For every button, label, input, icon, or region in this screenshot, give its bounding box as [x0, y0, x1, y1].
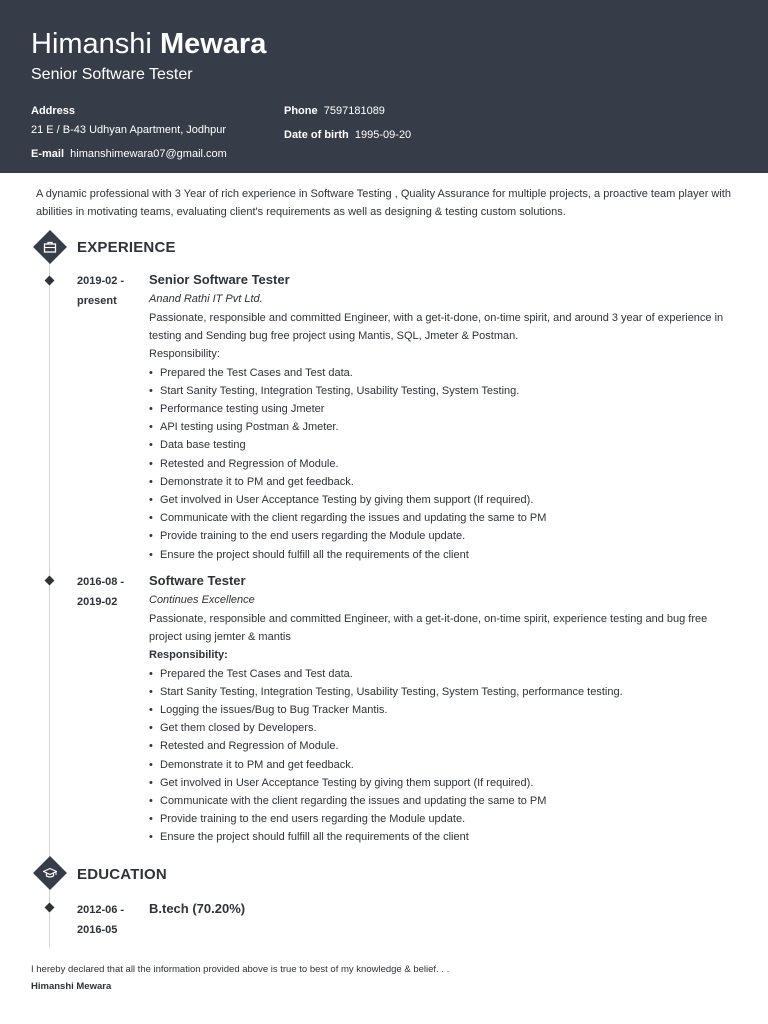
education-date: 2012-06 - 2016-05: [77, 904, 125, 936]
list-item: • Ensure the project should fulfill all the requirements of the client: [149, 546, 739, 564]
job-title: Senior Software Tester: [31, 66, 193, 83]
job-entry: [149, 270, 739, 564]
list-item: • Prepared the Test Cases and Test data.: [149, 665, 739, 683]
list-item: • Retested and Regression of Module.: [149, 455, 739, 473]
degree-title: B.tech (70.20%): [149, 901, 246, 916]
list-item: • Performance testing using Jmeter: [149, 400, 739, 418]
job-date: 2016-08 - 2019-02: [77, 576, 125, 608]
list-item: • Ensure the project should fulfill all the requirements of the client: [149, 828, 739, 846]
email-row: [31, 147, 227, 161]
list-item: • Retested and Regression of Module.: [149, 737, 739, 755]
responsibility-label: Responsibility:: [149, 348, 220, 361]
company-name: Anand Rathi IT Pvt Ltd.: [149, 293, 263, 305]
list-item: • Demonstrate it to PM and get feedback.: [149, 756, 739, 774]
email-value[interactable]: himanshimewara07@gmail.com: [70, 148, 227, 160]
job-entry: [149, 571, 739, 847]
list-item: • Provide training to the end users regarding the Module update.: [149, 810, 739, 828]
phone-value: 7597181089: [323, 105, 385, 117]
timeline-dot: [45, 276, 55, 286]
list-item: • Communicate with the client regarding the issues and updating the same to PM: [149, 792, 739, 810]
job-description: Passionate, responsible and committed Engineer, with a get-it-done, on-time spirit, experience testing and bug free project using jemter & mantis: [149, 613, 708, 644]
last-name: Mewara: [159, 28, 267, 60]
list-item: • Communicate with the client regarding the issues and updating the same to PM: [149, 509, 739, 527]
timeline-dot: [45, 576, 55, 586]
list-item: • Logging the issues/Bug to Bug Tracker Mantis.: [149, 701, 739, 719]
list-item: • Start Sanity Testing, Integration Testing, Usability Testing, System Testing.: [149, 382, 739, 400]
list-item: • API testing using Postman & Jmeter.: [149, 418, 739, 436]
first-name: Himanshi: [31, 28, 152, 60]
job-title: Software Tester: [149, 573, 246, 588]
responsibility-list: [149, 665, 739, 847]
address-label: Address: [31, 105, 76, 117]
dob-row: [284, 128, 411, 142]
dob-value: 1995-09-20: [354, 129, 412, 141]
responsibility-label: Responsibility:: [149, 649, 228, 662]
profile-summary: A dynamic professional with 3 Year of rich experience in Software Testing , Quality Assurance for multiple projects, a proactive team player with abilities in motivating teams, evaluating client's requirements as well as designing & testing custom solutions.: [36, 188, 731, 218]
list-item: • Prepared the Test Cases and Test data.: [149, 364, 739, 382]
address-value: 21 E / B-43 Udhyan Apartment, Jodhpur: [31, 124, 227, 136]
phone-label: Phone: [284, 105, 318, 117]
experience-heading: EXPERIENCE: [77, 239, 176, 256]
list-item: • Get involved in User Acceptance Testing by giving them support (If required).: [149, 491, 739, 509]
phone-row: [284, 104, 385, 118]
briefcase-icon: [33, 230, 67, 264]
list-item: • Demonstrate it to PM and get feedback.: [149, 473, 739, 491]
graduation-cap-icon: [33, 856, 67, 890]
email-label: E-mail: [31, 148, 65, 160]
job-description: Passionate, responsible and committed Engineer, with a get-it-done, on-time spirit, and around 3 year of experience in testing and Sending bug free project using Mantis, SQL, Jmeter & Postman.: [149, 312, 724, 343]
education-heading: EDUCATION: [77, 866, 167, 883]
list-item: • Get them closed by Developers.: [149, 719, 739, 737]
list-item: • Data base testing: [149, 436, 739, 454]
education-entry: [149, 899, 739, 918]
company-name: Continues Excellence: [149, 594, 255, 606]
timeline-line: [49, 262, 50, 948]
job-date: 2019-02 - present: [77, 275, 125, 307]
resume-header: [0, 0, 768, 173]
declaration-text: I hereby declared that all the information provided above is true to best of my knowledge & belief. . .: [31, 964, 450, 975]
timeline-dot: [45, 903, 55, 913]
responsibility-list: [149, 364, 739, 564]
list-item: • Provide training to the end users regarding the Module update.: [149, 527, 739, 545]
signature-name: Himanshi Mewara: [31, 981, 112, 992]
list-item: • Start Sanity Testing, Integration Testing, Usability Testing, System Testing, performance testing.: [149, 683, 739, 701]
dob-label: Date of birth: [284, 129, 349, 141]
job-title: Senior Software Tester: [149, 272, 290, 287]
list-item: • Get involved in User Acceptance Testing by giving them support (If required).: [149, 774, 739, 792]
candidate-name: [31, 27, 266, 61]
